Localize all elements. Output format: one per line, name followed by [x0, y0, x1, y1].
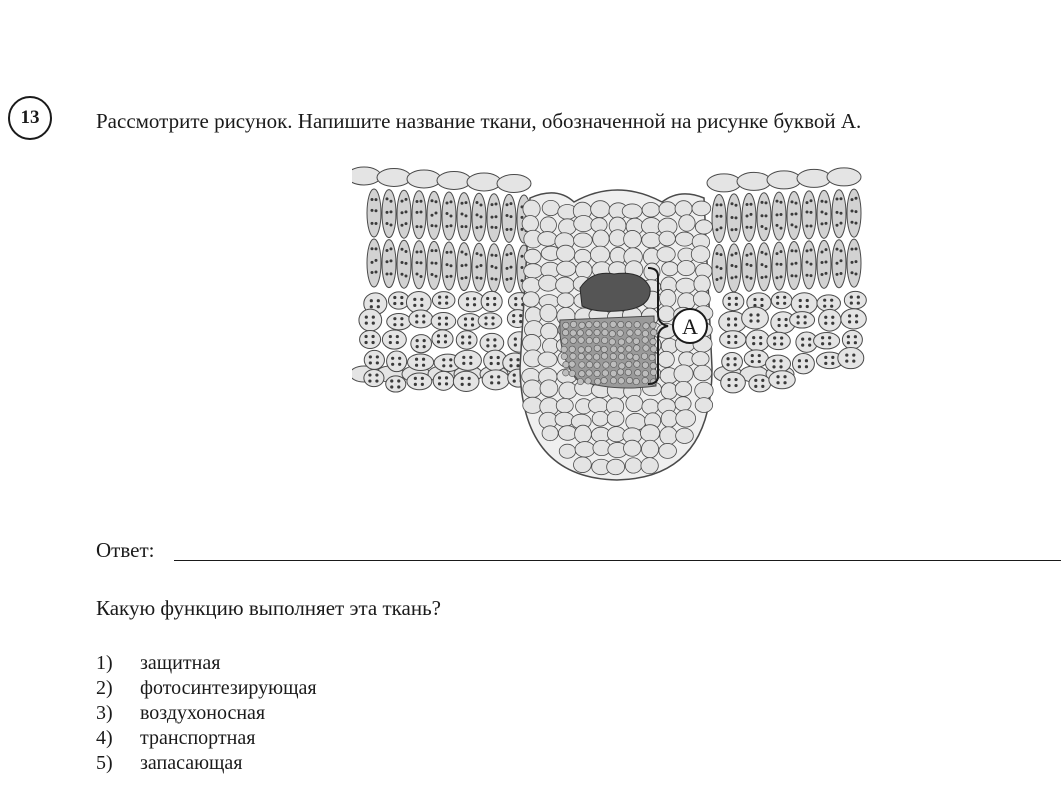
option-number: 5) — [96, 752, 113, 774]
option-number: 1) — [96, 652, 113, 674]
option-text: транспортная — [140, 727, 256, 749]
option-number: 3) — [96, 702, 113, 724]
task-number-badge — [8, 96, 52, 140]
leaf-cross-section-image — [352, 158, 874, 488]
answer-label: Ответ: — [96, 538, 155, 562]
label-a: А — [682, 314, 698, 339]
options-list — [96, 652, 317, 777]
question-text: Рассмотрите рисунок. Напишите название ткани, обозначенной на рисунке буквой А. — [96, 109, 862, 133]
option-number: 4) — [96, 727, 113, 749]
answer-input-line[interactable] — [174, 560, 1061, 561]
option-item — [96, 652, 317, 677]
option-text: защитная — [140, 652, 221, 674]
option-text: фотосинтезирующая — [140, 677, 317, 699]
option-item — [96, 727, 317, 752]
task-number: 13 — [20, 107, 40, 128]
option-text: запасающая — [140, 752, 243, 774]
option-item — [96, 702, 317, 727]
leaf-cross-section-figure — [352, 158, 874, 488]
option-item — [96, 752, 317, 777]
option-number: 2) — [96, 677, 113, 699]
sub-question-text: Какую функцию выполняет эта ткань? — [96, 596, 441, 620]
option-item — [96, 677, 317, 702]
option-text: воздухоносная — [140, 702, 266, 724]
